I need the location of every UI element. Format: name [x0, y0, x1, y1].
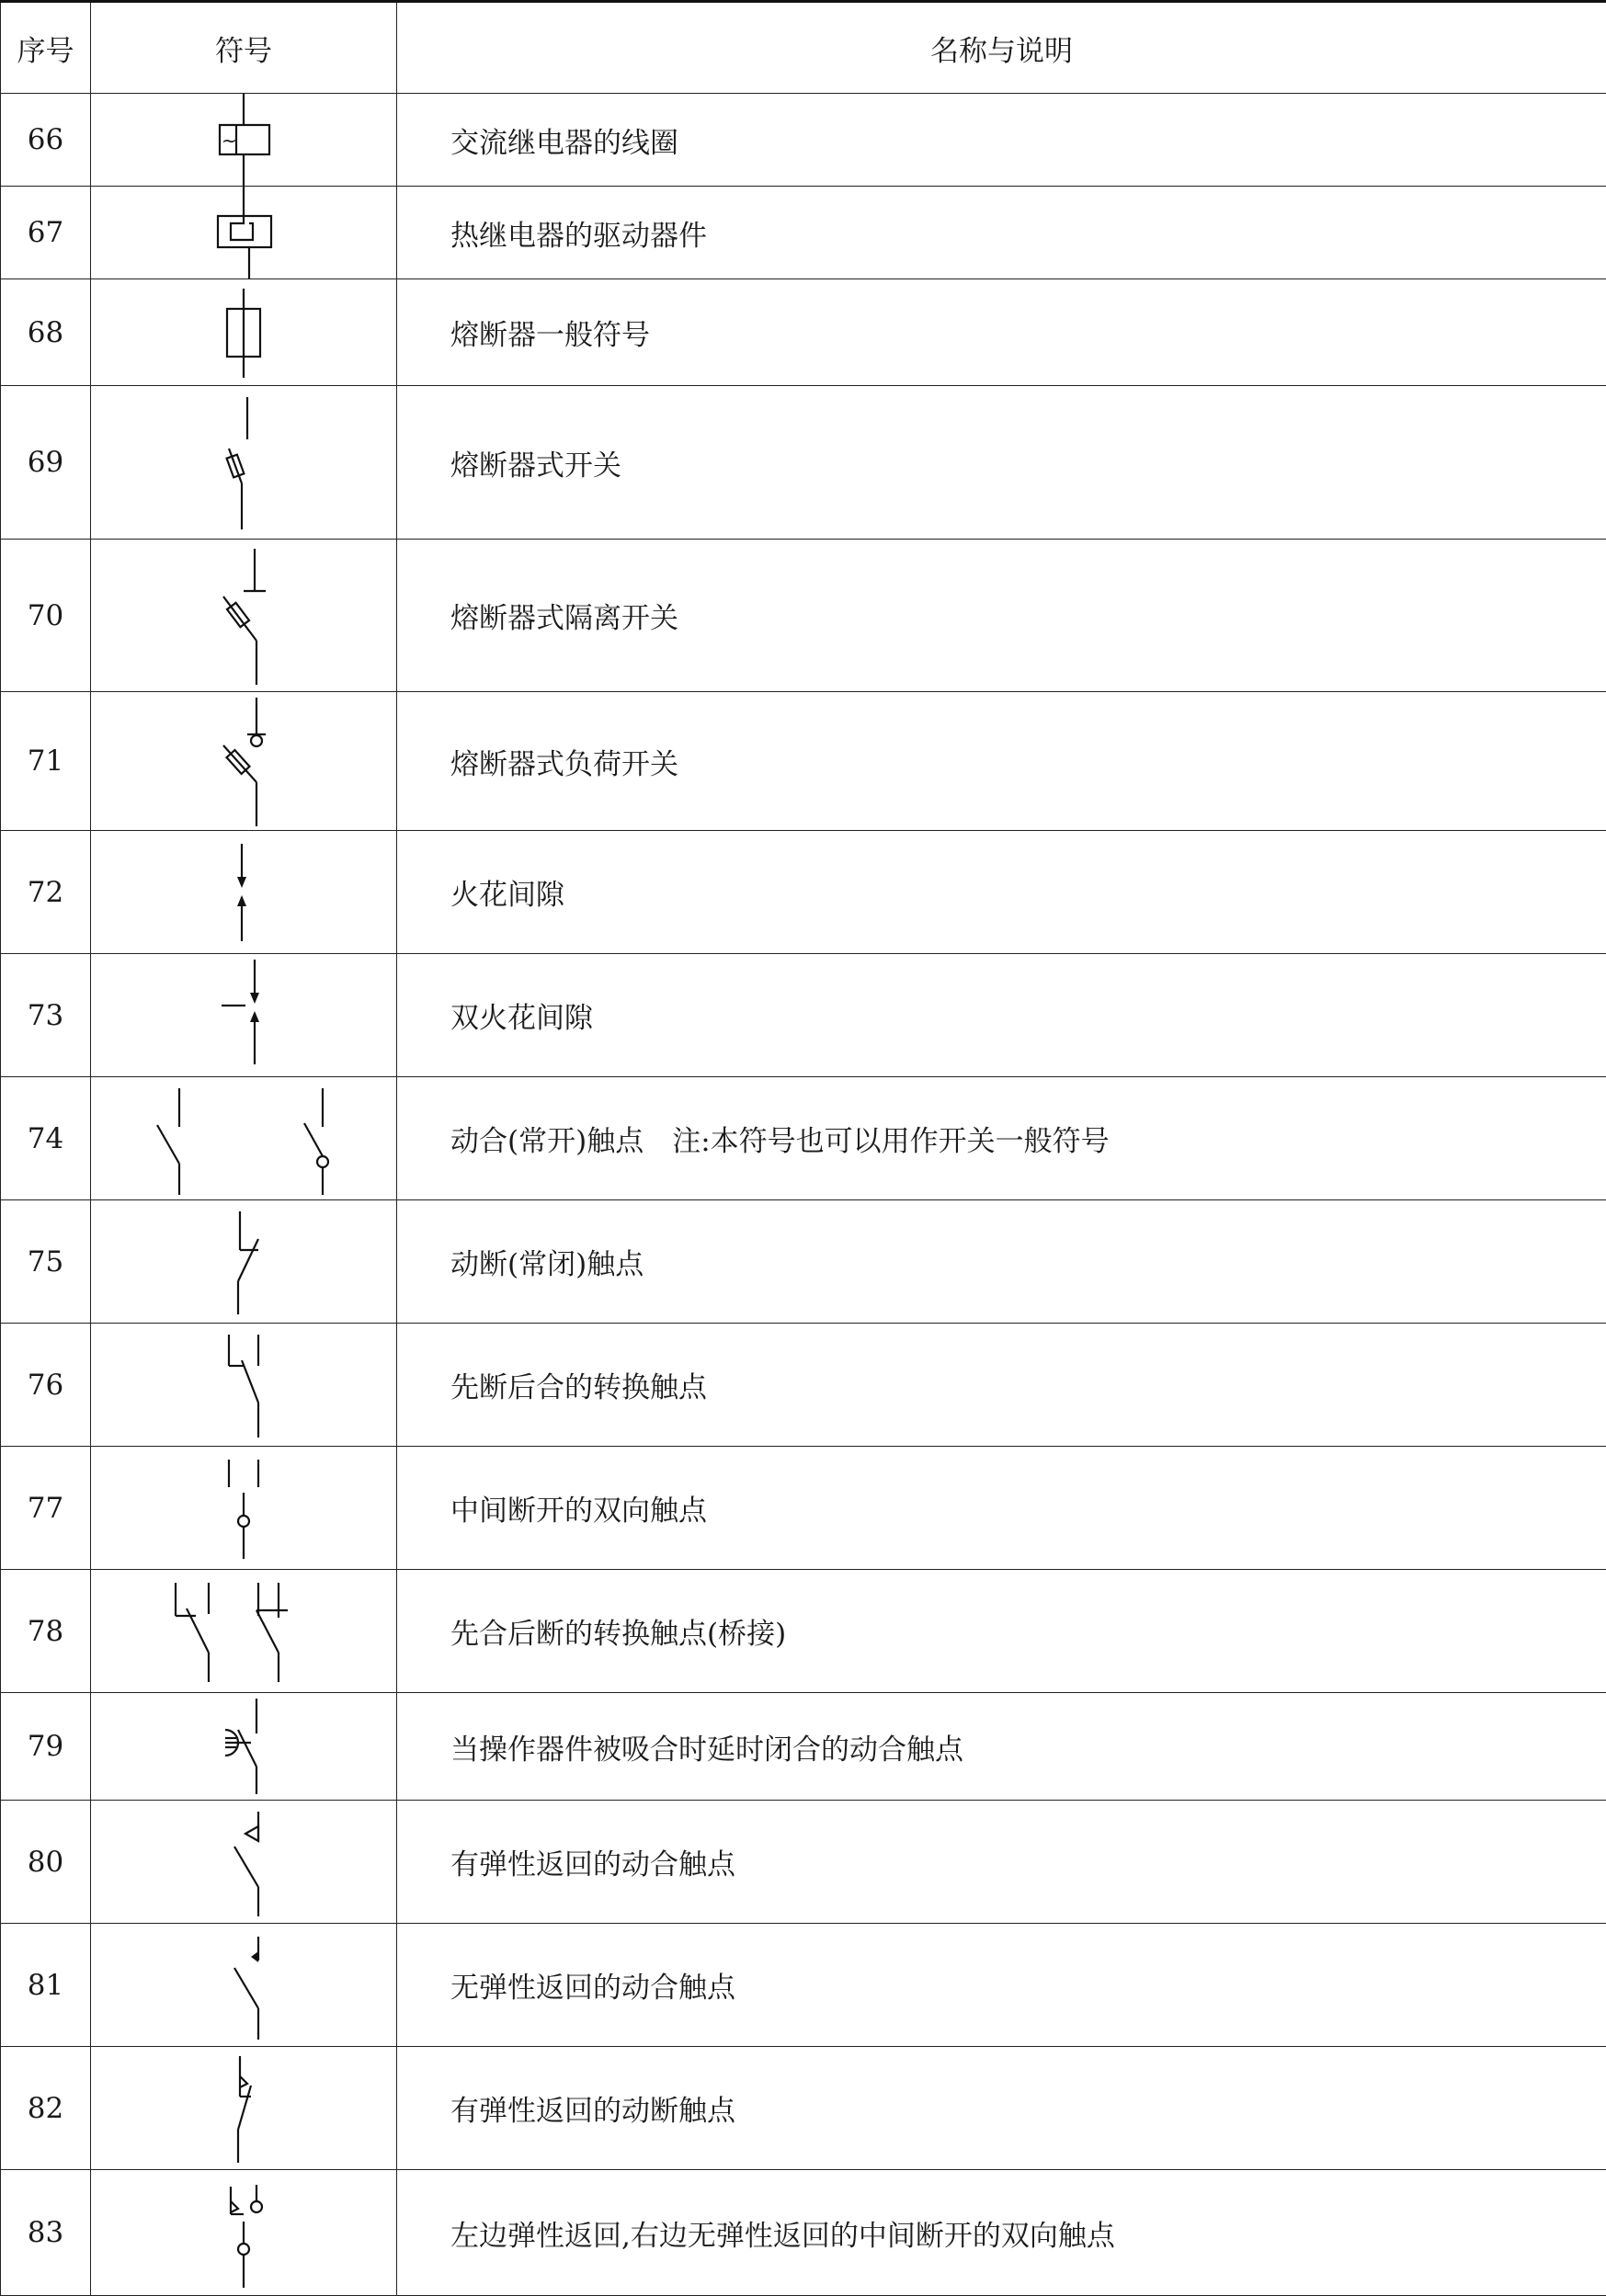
fuse-load-switch-icon	[198, 692, 290, 830]
row-index: 81	[1, 1924, 91, 2047]
row-index: 66	[1, 94, 91, 187]
ac-relay-coil-icon	[198, 94, 290, 186]
center-off-two-way-contact-icon	[198, 1447, 290, 1569]
row-index: 82	[1, 2047, 91, 2170]
row-index: 75	[1, 1200, 91, 1324]
table-row	[1, 1570, 1606, 1693]
row-index: 69	[1, 386, 91, 540]
non-spring-return-make-contact-icon	[198, 1924, 290, 2046]
table-row	[1, 187, 1606, 279]
row-description: 热继电器的驱动器件	[397, 187, 1606, 279]
spark-gap-icon	[198, 831, 290, 953]
row-index: 83	[1, 2170, 91, 2296]
mixed-return-center-off-contact-icon	[198, 2170, 290, 2295]
break-before-make-changeover-icon	[198, 1324, 290, 1446]
row-description: 熔断器一般符号	[397, 279, 1606, 386]
row-index: 73	[1, 954, 91, 1077]
double-spark-gap-icon	[198, 954, 290, 1076]
table-row	[1, 954, 1606, 1077]
row-description: 双火花间隙	[397, 954, 1606, 1077]
row-index: 80	[1, 1801, 91, 1924]
fuse-icon	[198, 279, 290, 385]
table-row	[1, 386, 1606, 540]
row-description: 动合(常开)触点 注:本符号也可以用作开关一般符号	[397, 1077, 1606, 1200]
spring-return-make-contact-icon	[198, 1801, 290, 1923]
table-row	[1, 692, 1606, 831]
row-description: 有弹性返回的动断触点	[397, 2047, 1606, 2170]
thermal-relay-actuator-icon	[198, 187, 290, 278]
table-header-row	[1, 2, 1606, 94]
row-index: 67	[1, 187, 91, 279]
spring-return-break-contact-icon	[198, 2047, 290, 2169]
row-description: 熔断器式开关	[397, 386, 1606, 540]
header-symbol: 符号	[91, 2, 397, 94]
row-description: 当操作器件被吸合时延时闭合的动合触点	[397, 1693, 1606, 1801]
make-before-break-changeover-icon	[91, 1570, 397, 1692]
fuse-disconnector-icon	[198, 540, 290, 691]
make-contact-icon	[91, 1077, 397, 1199]
table-row	[1, 1801, 1606, 1924]
row-description: 左边弹性返回,右边无弹性返回的中间断开的双向触点	[397, 2170, 1606, 2296]
row-index: 74	[1, 1077, 91, 1200]
row-index: 77	[1, 1447, 91, 1570]
table-row	[1, 1693, 1606, 1801]
table-row	[1, 1924, 1606, 2047]
row-description: 无弹性返回的动合触点	[397, 1924, 1606, 2047]
row-index: 79	[1, 1693, 91, 1801]
table-row	[1, 1200, 1606, 1324]
table-row	[1, 831, 1606, 954]
row-description: 交流继电器的线圈	[397, 94, 1606, 187]
table-row	[1, 1324, 1606, 1447]
row-index: 70	[1, 540, 91, 692]
row-description: 先合后断的转换触点(桥接)	[397, 1570, 1606, 1693]
time-delay-make-contact-icon	[198, 1693, 290, 1800]
row-description: 中间断开的双向触点	[397, 1447, 1606, 1570]
table-row	[1, 94, 1606, 187]
row-description: 熔断器式隔离开关	[397, 540, 1606, 692]
row-description: 先断后合的转换触点	[397, 1324, 1606, 1447]
break-contact-icon	[198, 1200, 290, 1323]
header-description: 名称与说明	[397, 2, 1606, 94]
row-description: 有弹性返回的动合触点	[397, 1801, 1606, 1924]
row-description: 熔断器式负荷开关	[397, 692, 1606, 831]
row-index: 78	[1, 1570, 91, 1693]
row-index: 76	[1, 1324, 91, 1447]
table-row	[1, 540, 1606, 692]
row-index: 71	[1, 692, 91, 831]
table-row	[1, 279, 1606, 386]
table-row	[1, 1077, 1606, 1200]
row-description: 火花间隙	[397, 831, 1606, 954]
row-index: 68	[1, 279, 91, 386]
table-row	[1, 2170, 1606, 2296]
row-index: 72	[1, 831, 91, 954]
fuse-switch-icon	[198, 386, 290, 539]
header-index: 序号	[1, 2, 91, 94]
svg-text:~: ~	[222, 130, 237, 152]
table-row	[1, 1447, 1606, 1570]
table-row	[1, 2047, 1606, 2170]
row-description: 动断(常闭)触点	[397, 1200, 1606, 1324]
